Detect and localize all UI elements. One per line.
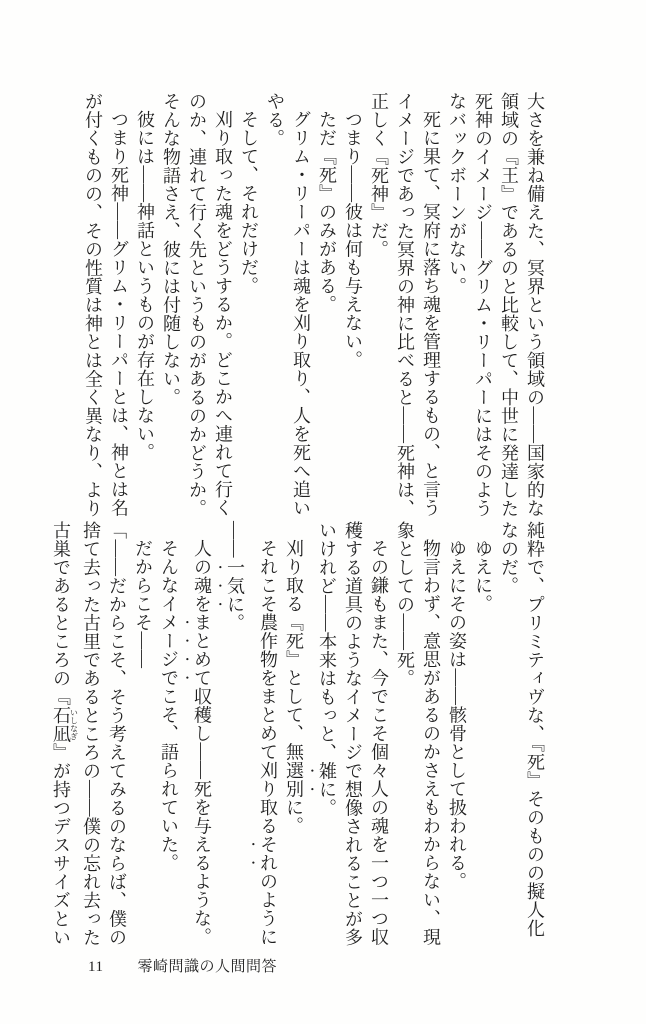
text-run: つまり死神——グリム・リーパーとは、神とは名 (109, 110, 129, 517)
text-run: 死神のイメージ——グリム・リーパーにはそのよう (473, 92, 493, 518)
text-line (132, 92, 158, 526)
text-line (307, 521, 340, 955)
text-run: 人の魂を (192, 539, 212, 613)
text-run: 古巣であるところの『 (51, 521, 71, 706)
running-title: 零崎問識の人間問答 (137, 959, 277, 975)
text-line (248, 521, 281, 955)
bottom-text-block (48, 521, 548, 955)
text-line (314, 92, 340, 526)
text-run: 刈り取った魂をどうするか。どこかへ連れて行く (213, 110, 233, 517)
text-run: 。 (317, 798, 337, 817)
text-line (418, 521, 444, 955)
text-line (392, 521, 418, 955)
text-line (106, 92, 132, 526)
page-number: 11 (88, 959, 104, 975)
emphasized-text: まとめて (192, 613, 212, 687)
text-line (210, 92, 236, 526)
text-run: 正しく『死神』だ。 (369, 92, 389, 259)
text-run: なバックボーンがない。 (447, 92, 467, 296)
text-run: 純粋で、プリミティヴな、『死』そのものの擬人化 (525, 521, 545, 938)
text-run: —— (225, 521, 245, 558)
text-run: イメージであった冥界の神に比べると——死神は、 (395, 92, 415, 518)
text-line (340, 521, 366, 955)
text-line (262, 92, 288, 526)
text-run: いけれど——本来はもっと、 (317, 521, 337, 762)
text-run: だからこそ—— (133, 539, 153, 669)
text-run: それこそ農作物をまとめて刈り取る (258, 539, 278, 835)
text-line (104, 521, 130, 955)
text-run: つまり——彼は何も与えない。 (343, 110, 363, 369)
text-run: のように (258, 872, 278, 946)
emphasized-text: それ (258, 835, 278, 872)
text-run: 捨て去った古里であるところの——僕の忘れ去った (81, 521, 101, 947)
text-run: 「——だからこそ、そう考えてみるのならば、僕の (107, 521, 127, 947)
text-line (182, 521, 215, 955)
text-run: グリム・リーパーは魂を刈り取り、人を死へ追い (291, 110, 311, 517)
text-run: ゆえに。 (473, 539, 493, 613)
text-line (156, 521, 182, 955)
text-run: そして、それだけだ。 (239, 110, 259, 295)
text-line (496, 521, 522, 955)
text-line (80, 92, 106, 526)
text-run: ただ『死』のみがある。 (317, 110, 337, 314)
text-run: 刈り取る『死』として、無選別に。 (284, 539, 304, 835)
text-run: が付くものの、その性質は神とは全く異なり、より (83, 92, 103, 518)
text-run: 彼には——神話というものが存在しない。 (135, 110, 155, 462)
text-run: 』が持つデスサイズとい (51, 743, 71, 947)
text-line (130, 521, 156, 955)
text-line (496, 92, 522, 526)
text-line (78, 521, 104, 955)
text-run: その鎌もまた、今でこそ個々人の魂を一つ一つ収 (369, 539, 389, 946)
page-footer (88, 955, 277, 976)
emphasized-text: 一気に (225, 558, 245, 614)
text-run: 。 (225, 613, 245, 632)
top-text-block (80, 92, 548, 526)
text-line (281, 521, 307, 955)
text-line (470, 521, 496, 955)
text-line (366, 521, 392, 955)
text-run: 象としての——死。 (395, 521, 415, 688)
text-line (48, 521, 78, 955)
text-line (158, 92, 184, 526)
text-line (366, 92, 392, 526)
text-run: 死に果て、冥府に落ち魂を管理するもの、と言う (421, 110, 441, 517)
text-line (392, 92, 418, 526)
text-run: やる。 (265, 92, 285, 148)
text-line (444, 521, 470, 955)
text-line (522, 92, 548, 526)
text-line (236, 92, 262, 526)
ruby-furigana: 石凪いしなぎ (51, 706, 79, 743)
text-line (470, 92, 496, 526)
text-run: のか、連れて行く先というものがあるのかどうか。 (187, 92, 207, 518)
text-run: なのだ。 (499, 521, 519, 595)
text-line (418, 92, 444, 526)
text-line (522, 521, 548, 955)
text-run: ゆえにその姿は——骸骨として扱われる。 (447, 539, 467, 891)
text-line (184, 92, 210, 526)
text-run: 大さを兼ね備えた、冥界という領域の——国家的な (525, 92, 545, 518)
text-run: 領域の『王』であるのと比較して、中世に発達した (499, 92, 519, 518)
text-run: そんなイメージでこそ、語られていた。 (159, 539, 179, 872)
text-run: 物言わず、意思があるのかさえもわからない、現 (421, 539, 441, 946)
text-run: 穫する道具のようなイメージで想像されることが多 (343, 521, 363, 947)
text-line (444, 92, 470, 526)
text-line (340, 92, 366, 526)
text-run: そんな物語さえ、彼には付随しない。 (161, 92, 181, 407)
text-line (215, 521, 248, 955)
text-line (288, 92, 314, 526)
emphasized-text: 雑に (317, 761, 337, 799)
text-run: 収穫し——死を与えるような。 (192, 687, 212, 946)
